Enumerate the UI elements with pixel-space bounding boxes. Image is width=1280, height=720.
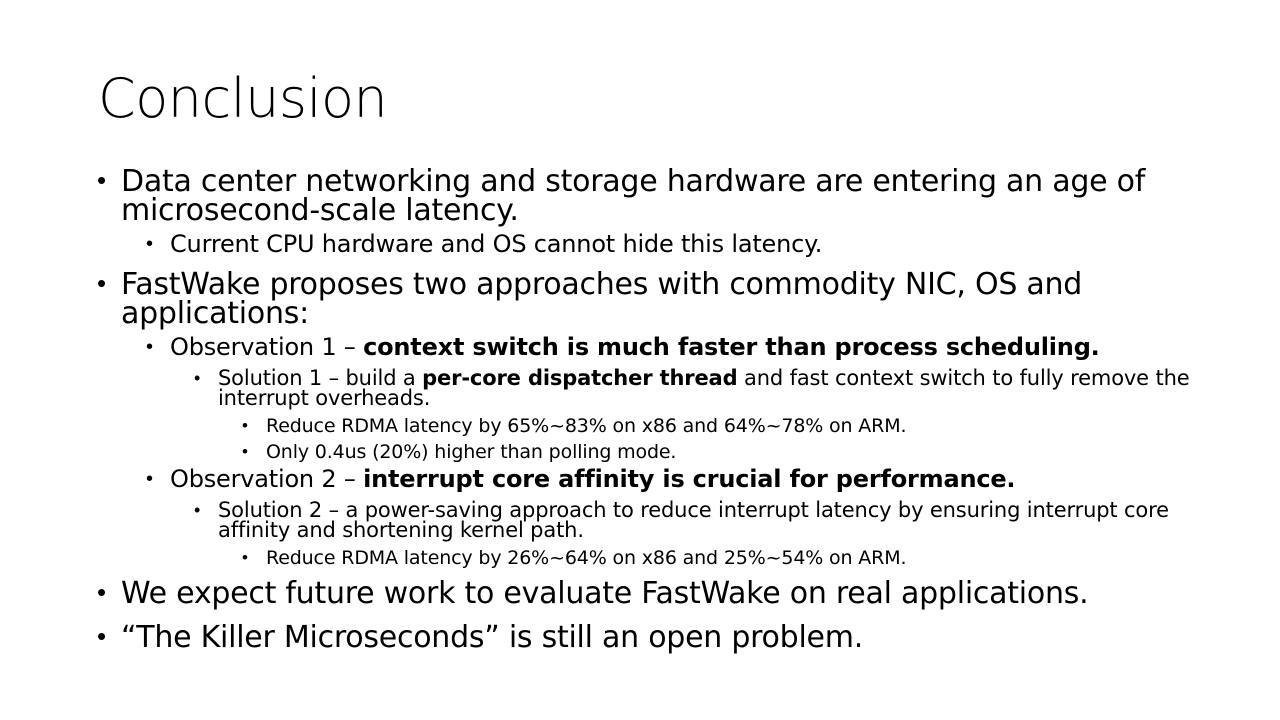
- bullet-icon: •: [242, 442, 248, 461]
- bullet-item-1-1: [146, 230, 1210, 258]
- bullet-icon: •: [242, 416, 248, 435]
- bullet-item-2-1-1-1: [242, 414, 1226, 438]
- bullet-text: FastWake proposes two approaches with commodity NIC, OS and applications:: [121, 267, 1083, 331]
- bullet-text: Reduce RDMA latency by 65%~83% on x86 and 64%~78% on ARM.: [266, 415, 907, 437]
- bullet-text: Current CPU hardware and OS cannot hide this latency.: [170, 230, 823, 258]
- bullet-item-2: [97, 267, 1201, 331]
- bullet-text: Observation 2 – interrupt core affinity is crucial for performance.: [170, 465, 1016, 493]
- bullet-icon: •: [194, 368, 201, 388]
- bullet-icon: •: [146, 233, 153, 255]
- bullet-text: We expect future work to evaluate FastWake on real applications.: [121, 576, 1089, 611]
- bullet-item-1: [97, 164, 1201, 228]
- bullet-text: Only 0.4us (20%) higher than polling mode.: [266, 441, 677, 463]
- slide-title: Conclusion: [98, 67, 388, 130]
- bullet-text: Reduce RDMA latency by 26%~64% on x86 and 25%~54% on ARM.: [266, 547, 907, 569]
- bullet-item-2-2-1: [194, 498, 1228, 542]
- bullet-text: “The Killer Microseconds” is still an open problem.: [121, 620, 864, 655]
- bold-text: per-core dispatcher thread: [422, 366, 738, 390]
- bullet-icon: •: [97, 621, 106, 651]
- bullet-icon: •: [146, 336, 153, 358]
- bullet-icon: •: [242, 548, 248, 567]
- bullet-text: Observation 1 – context switch is much faster than process scheduling.: [170, 333, 1100, 361]
- bullet-item-2-1: [146, 333, 1230, 361]
- bullet-item-2-1-1-2: [242, 440, 1226, 464]
- bullet-item-2-1-1: [194, 366, 1228, 410]
- bullet-text: Solution 1 – build a per-core dispatcher thread and fast context switch to fully remove the interrupt overheads.: [218, 366, 1190, 410]
- bullet-item-2-2: [146, 465, 1230, 493]
- bullet-text: Data center networking and storage hardware are entering an age of microsecond-scale latency.: [121, 164, 1146, 228]
- bullet-icon: •: [97, 268, 106, 298]
- bullet-icon: •: [194, 500, 201, 520]
- bullet-text: Solution 2 – a power-saving approach to reduce interrupt latency by ensuring interrupt core affinity and shortening kernel path.: [218, 498, 1169, 542]
- bullet-item-4: [97, 620, 1221, 655]
- bullet-icon: •: [97, 165, 106, 195]
- bold-text: context switch is much faster than process scheduling.: [363, 333, 1100, 361]
- bullet-item-2-2-1-1: [242, 546, 1226, 570]
- bullet-item-3: [97, 576, 1221, 611]
- bullet-icon: •: [146, 468, 153, 490]
- bullet-icon: •: [97, 577, 106, 607]
- bold-text: interrupt core affinity is crucial for performance.: [363, 465, 1016, 493]
